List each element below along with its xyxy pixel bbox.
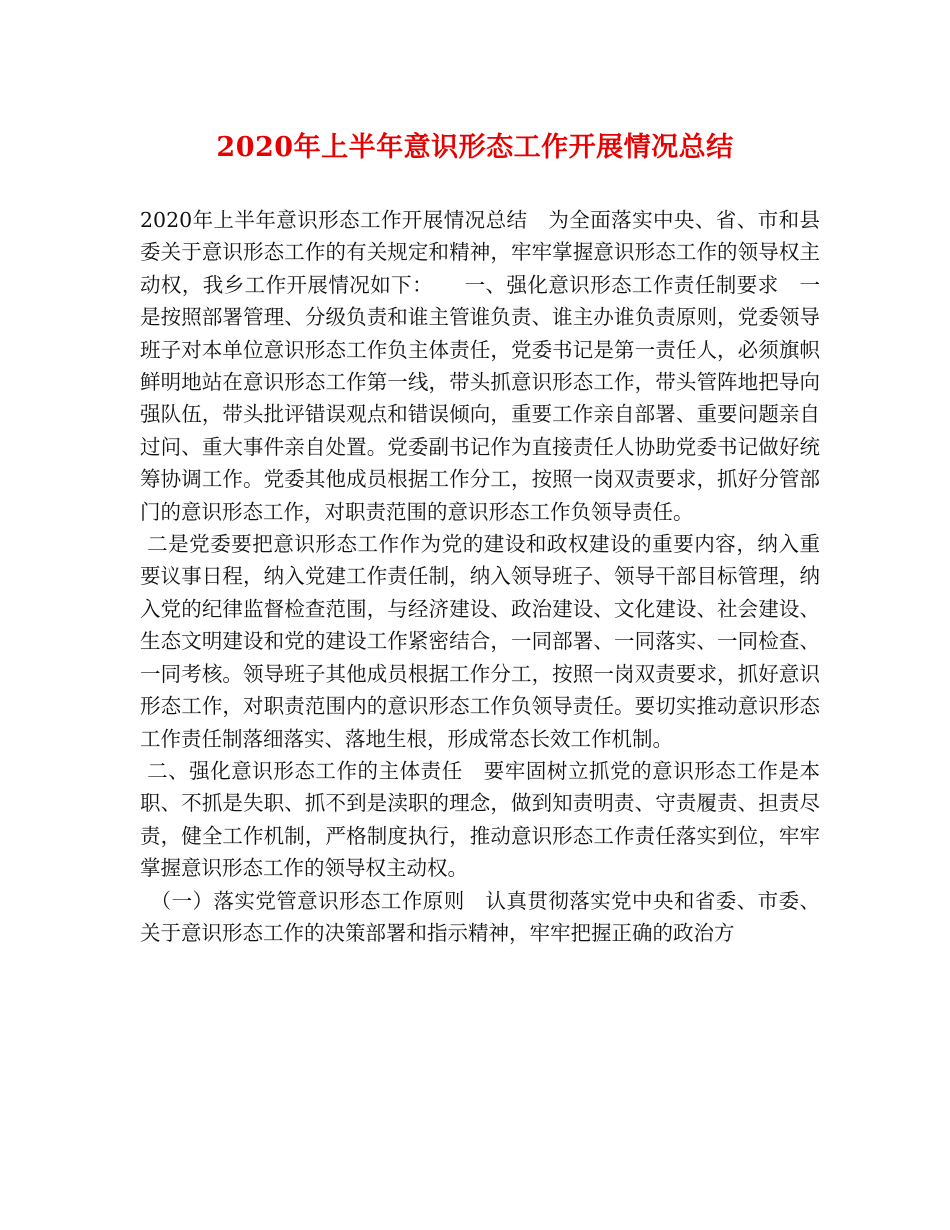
paragraph-intro: 2020年上半年意识形态工作开展情况总结 为全面落实中央、省、市和县委关于意识形态工作的有关规定和精神，牢牢掌握意识形态工作的领导权主动权，我乡工作开展情况如下： 一、强化意识形态工作责任制要求 一是按照部署管理、分级负责和谁主管谁负责、谁主办谁负责原则，党委领导班子对本单位意识形态工作负主体责任，党委书记是第一责任人，必须旗帜鲜明地站在意识形态工作第一线，带头抓意识形态工作，带头管阵地把导向强队伍，带头批评错误观点和错误倾向，重要工作亲自部署、重要问题亲自过问、重大事件亲自处置。党委副书记作为直接责任人协助党委书记做好统筹协调工作。党委其他成员根据工作分工，按照一岗双责要求，抓好分管部门的意识形态工作，对职责范围的意识形态工作负领导责任。 [140,208,820,524]
paragraph-subsection-one: （一）落实党管意识形态工作原则 认真贯彻落实党中央和省委、市委、关于意识形态工作的决策部署和指示精神，牢牢把握正确的政治方 [140,888,820,945]
paragraph-second: 二是党委要把意识形态工作作为党的建设和政权建设的重要内容，纳入重要议事日程，纳入党建工作责任制，纳入领导班子、领导干部目标管理，纳入党的纪律监督检查范围，与经济建设、政治建设、文化建设、社会建设、生态文明建设和党的建设工作紧密结合，一同部署、一同落实、一同检查、一同考核。领导班子其他成员根据工作分工，按照一岗双责要求，抓好意识形态工作，对职责范围内的意识形态工作负领导责任。要切实推动意识形态工作责任制落细落实、落地生根，形成常态长效工作机制。 [140,532,820,751]
document-title: 2020年上半年意识形态工作开展情况总结 [216,132,734,163]
paragraph-section-two: 二、强化意识形态工作的主体责任 要牢固树立抓党的意识形态工作是本职、不抓是失职、抓不到是渎职的理念，做到知责明责、守责履责、担责尽责，健全工作机制，严格制度执行，推动意识形态工作责任落实到位，牢牢掌握意识形态工作的领导权主动权。 [140,758,820,881]
document-body [140,204,820,949]
